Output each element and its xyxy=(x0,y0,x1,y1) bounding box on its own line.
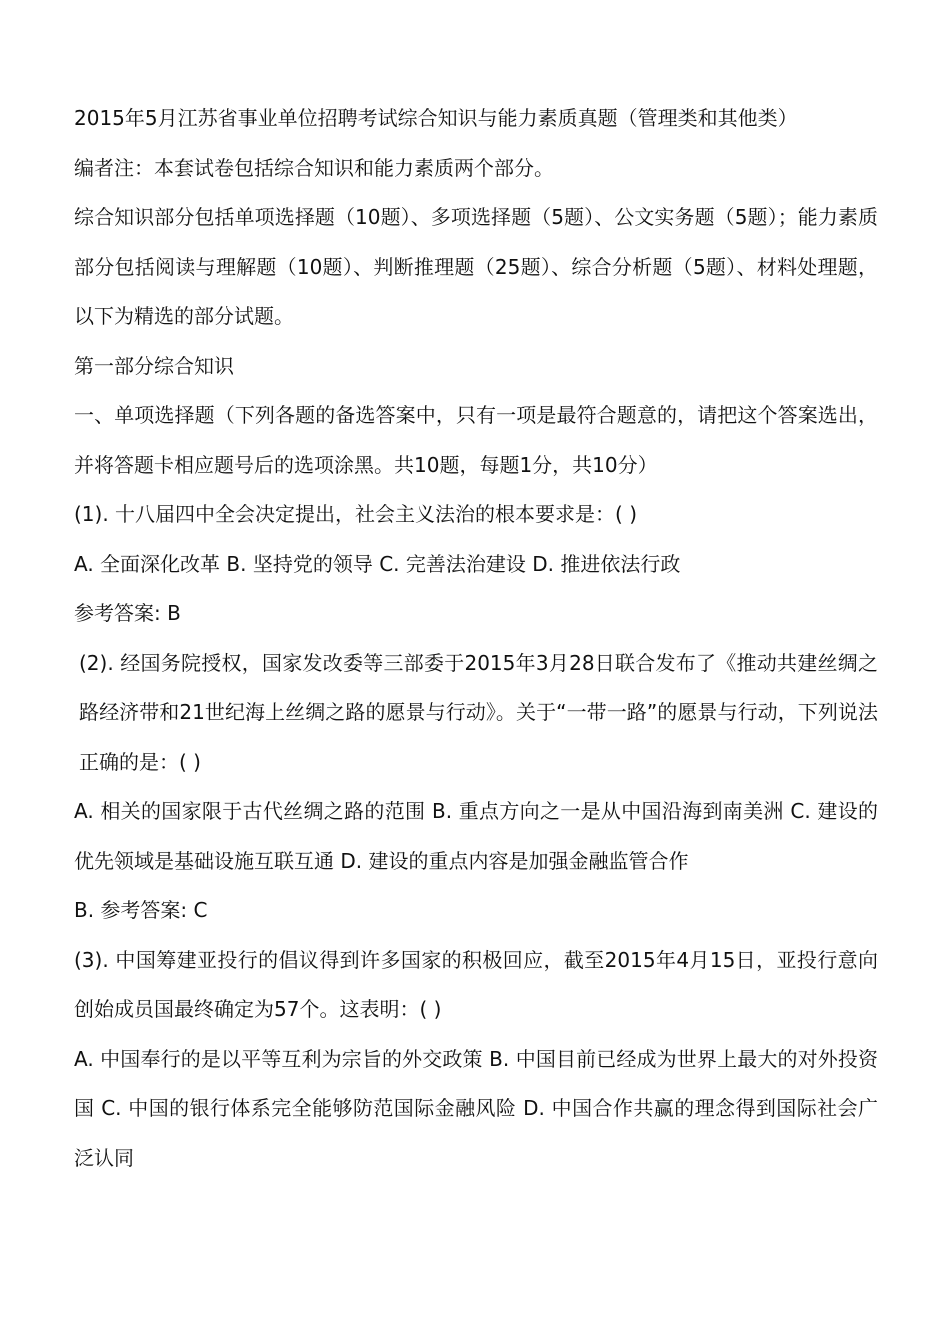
question-2-answer: B. 参考答案: C xyxy=(74,898,208,922)
question-3-stem: (3). 中国筹建亚投行的倡议得到许多国家的积极回应，截至2015年4月15日，亚投行意向创始成员国最终确定为57个。这表明：( ) xyxy=(74,947,878,1021)
document-page xyxy=(74,94,878,1183)
editor-note: 编者注：本套试卷包括综合知识和能力素质两个部分。 xyxy=(74,155,554,180)
question-2-options: A. 相关的国家限于古代丝绸之路的范围 B. 重点方向之一是从中国沿海到南美洲 C. 建设的优先领域是基础设施互联互通 D. 建设的重点内容是加强金融监管合作 xyxy=(74,799,878,873)
intro-paragraph: 综合知识部分包括单项选择题（10题）、多项选择题（5题）、公文实务题（5题）；能力素质部分包括阅读与理解题（10题）、判断推理题（25题）、综合分析题（5题）、材料处理题，以下为精选的部分试题。 xyxy=(74,205,878,328)
part-heading: 第一部分综合知识 xyxy=(74,353,234,378)
question-1-answer: 参考答案: B xyxy=(74,601,181,625)
document-title: 2015年5月江苏省事业单位招聘考试综合知识与能力素质真题（管理类和其他类） xyxy=(74,106,798,130)
question-3-options: A. 中国奉行的是以平等互利为宗旨的外交政策 B. 中国目前已经成为世界上最大的对外投资国 C. 中国的银行体系完全能够防范国际金融风险 D. 中国合作共赢的理念得到国际社会广泛认同 xyxy=(74,1046,878,1170)
question-2-stem: (2). 经国务院授权，国家发改委等三部委于2015年3月28日联合发布了《推动共建丝绸之路经济带和21世纪海上丝绸之路的愿景与行动》。关于“一带一路”的愿景与行动，下列说法正确的是：( ) xyxy=(79,650,878,774)
question-1-stem: (1). 十八届四中全会决定提出，社会主义法治的根本要求是：( ) xyxy=(74,502,638,526)
section-heading: 一、单项选择题（下列各题的备选答案中，只有一项是最符合题意的，请把这个答案选出，并将答题卡相应题号后的选项涂黑。共10题，每题1分，共10分） xyxy=(74,403,878,477)
question-1-options: A. 全面深化改革 B. 坚持党的领导 C. 完善法治建设 D. 推进依法行政 xyxy=(74,551,681,576)
